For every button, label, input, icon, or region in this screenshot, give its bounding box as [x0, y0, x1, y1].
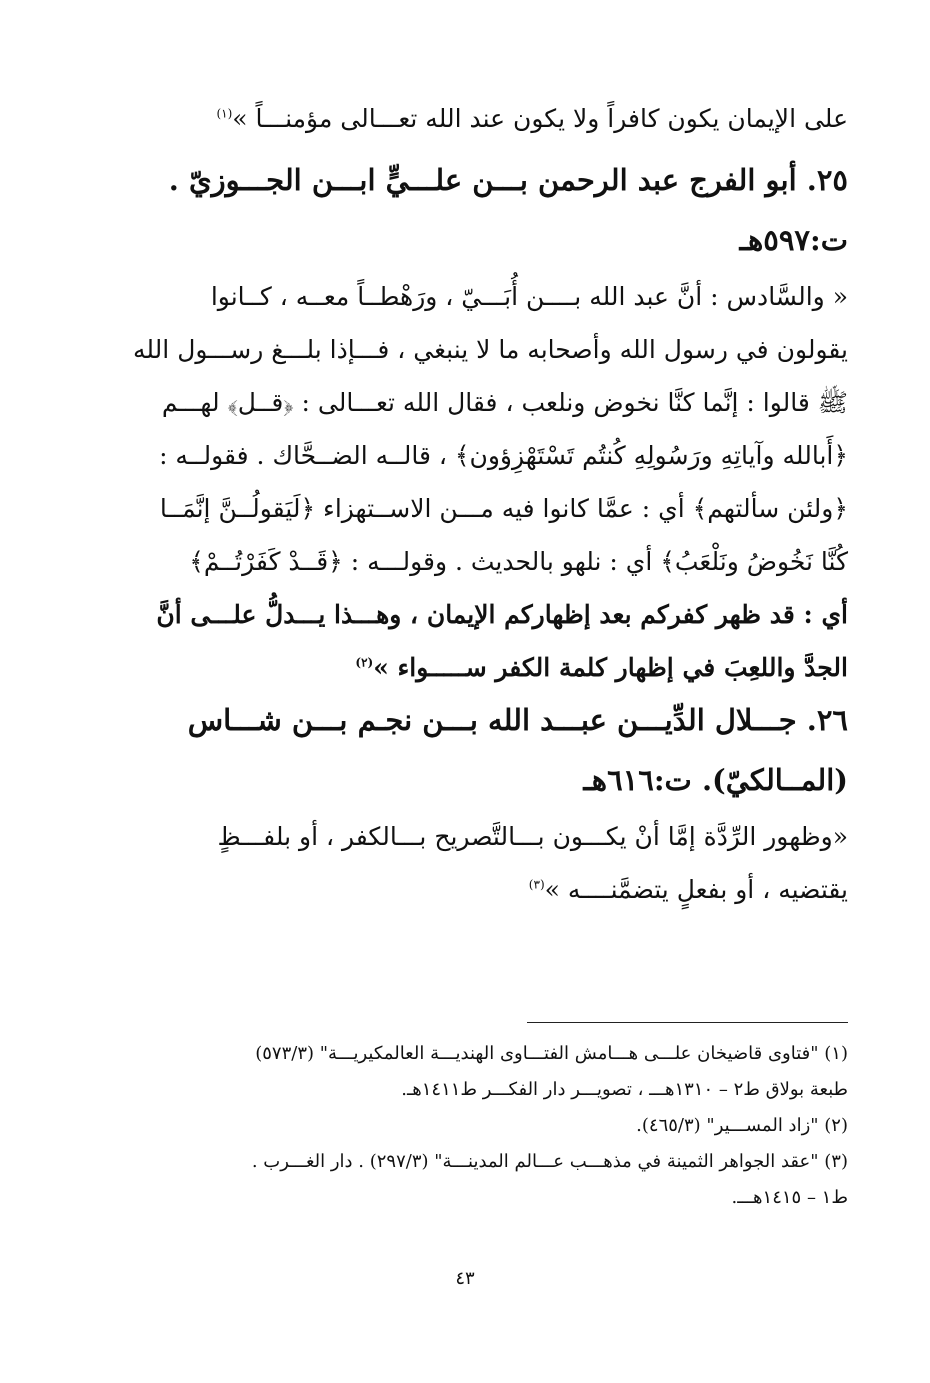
- footnote-line: (٣) "عقد الجواهر الثمينة في مذهـــب عـــالم المدينـــة" (٢٩٧/٣) . دار الغـــرب .: [251, 1151, 848, 1172]
- footnote-ref-2: (٢): [355, 655, 374, 670]
- section-25-title: ٢٥. أبو الفرج عبد الرحمن بـــن علـــيٍّ ابـــن الجـــوزيّ .: [168, 163, 848, 197]
- body-line-last: [130, 641, 848, 694]
- footnote-separator: [527, 1022, 848, 1023]
- body-line-last: [130, 863, 848, 916]
- section-25-date: ت:٥٩٧هـ: [739, 223, 848, 257]
- body-line: ﴿ولئن سألتهم﴾ أي : عمَّا كانوا فيه مـــن الاســتهزاء ﴿لَيَقولُــنَّ إنَّمَــا: [159, 494, 848, 523]
- body-line: كُنَّا نَخُوضُ ونَلْعَبُ﴾ أي : نلهو بالحديث . وقولـــه : ﴿قَــدْ كَفَرْتُــمْ﴾: [189, 547, 848, 576]
- body-line-text: يقتضيه ، أو بفعلٍ يتضمَّنــــه »: [544, 875, 848, 904]
- section-25-heading: [130, 150, 848, 270]
- intro-block: [130, 92, 848, 145]
- footnote-ref-3: (٣): [528, 877, 545, 892]
- footnotes: [140, 1036, 848, 1216]
- body-line: يقولون في رسول الله وأصحابه ما لا ينبغي ، فـــإذا بلـــغ رســـول الله: [133, 335, 848, 364]
- page-number: ٤٣: [455, 1268, 475, 1289]
- intro-text: على الإيمان يكون كافراً ولا يكون عند الله تعـــالى مؤمنـــاً »: [232, 104, 848, 133]
- body-line-text: الجدَّ واللعِبَ في إظهار كلمة الكفر ســـــواء »: [373, 653, 848, 682]
- body-line: ﴿أَبالله وآياتِهِ ورَسُولِهِ كُنتُم تَسْتَهْزِؤون﴾ ، قالــه الضــحَّاك . فقولــه :: [159, 441, 848, 470]
- section-26-body: [130, 810, 848, 916]
- footnote-line: ط١ – ١٤١٥هـــ.: [731, 1187, 848, 1208]
- footnote-line: (١) "فتاوى قاضيخان علـــى هـــامش الفتـــاوى الهنديـــة العالمكيريـــة" (٥٧٣/٣): [255, 1043, 848, 1064]
- body-line: أي : قد ظهر كفركم بعد إظهاركم الإيمان ، وهـــذا يـــدلُّ علـــى أنَّ: [156, 600, 848, 629]
- section-25-body: [130, 270, 848, 694]
- body-line: ﷺ قالوا : إنَّما كنَّا نخوض ونلعب ، فقال الله تعـــالى : ﴿قــل﴾ لهـــم: [161, 388, 848, 417]
- footnote-ref-1: (١): [216, 106, 233, 121]
- intro-line: [130, 92, 848, 145]
- body-line: « والسَّادس : أنَّ عبد الله بــــن أُبَـــيّ ، ورَهْطــاً معــه ، كــانوا: [210, 282, 848, 311]
- footnote-line: (٢) "زاد المســـير" (٤٦٥/٣).: [636, 1115, 848, 1136]
- section-26-subtitle: (المــالكيّ). ت:٦١٦هـ: [583, 763, 848, 797]
- body-line: «وظهور الرِّدَّة إمَّا أنْ يكـــون بـــالتَّصريح بـــالكفر ، أو بلفـــظٍ: [217, 822, 848, 851]
- section-26-title: ٢٦. جـــلال الدِّيـــن عبـــد الله بـــن نجـم بـــن شـــاس: [187, 703, 848, 737]
- section-26-heading: [130, 690, 848, 810]
- footnote-line: طبعة بولاق ط٢ – ١٣١٠هـــ ، تصويـــر دار الفكـــر ط١٤١١هـ.: [401, 1079, 848, 1100]
